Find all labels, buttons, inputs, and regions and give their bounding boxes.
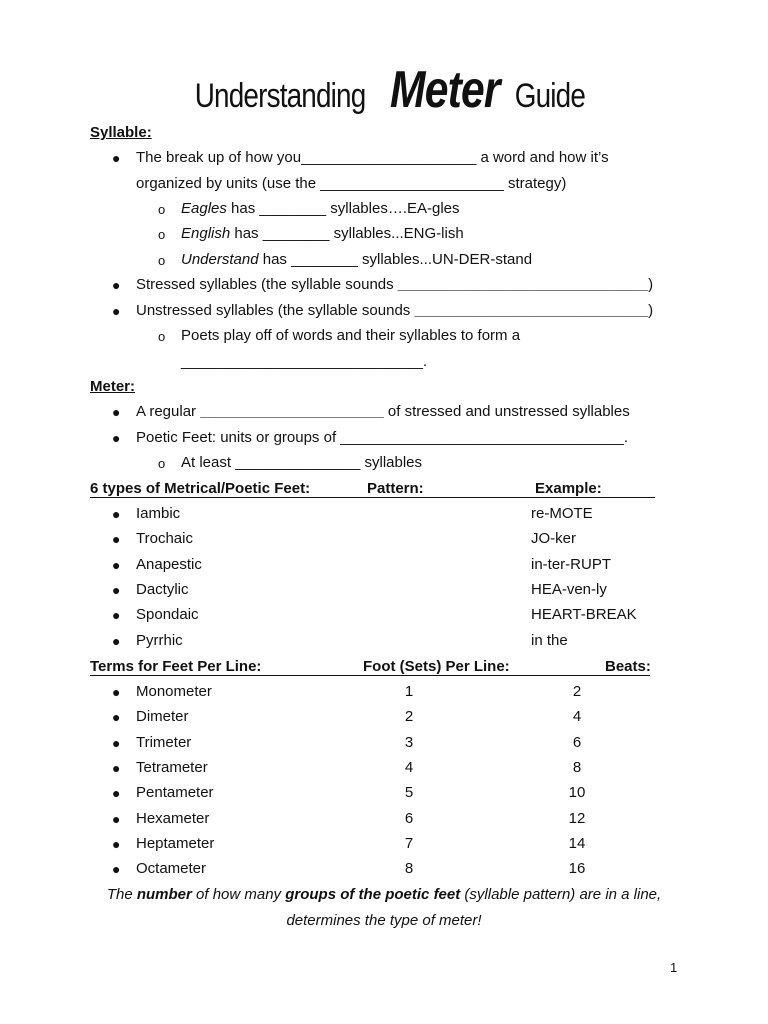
bullet-icon: ● — [112, 785, 121, 801]
sub-understand — [181, 251, 532, 269]
example-heading: Example: — [535, 480, 602, 497]
bullet-icon: ● — [112, 861, 121, 877]
meter-heading: Meter: — [90, 378, 136, 395]
summary-s4: groups of the poetic feet — [285, 886, 461, 903]
bullet-icon: ● — [112, 709, 121, 725]
bullet-icon: ● — [112, 684, 121, 700]
term-feet: 3 — [404, 734, 414, 751]
foot-example: in-ter-RUPT — [531, 556, 612, 573]
syllable-def-line1: The break up of how you_____________________ a word and how it’s — [136, 149, 609, 166]
foot-name: Trochaic — [136, 530, 193, 547]
term-beats: 16 — [568, 860, 586, 877]
term-feet: 5 — [404, 784, 414, 801]
stressed-text: Stressed syllables (the syllable sounds — [136, 276, 398, 293]
stressed-blank: ______________________________ — [397, 276, 649, 293]
term-name: Monometer — [136, 683, 212, 700]
meter-def-blank: ______________________ — [200, 403, 384, 420]
word-understand: Understand — [181, 251, 259, 268]
term-beats: 4 — [572, 708, 582, 725]
title-part1: Understanding — [194, 77, 366, 115]
term-name: Octameter — [136, 860, 207, 877]
meter-def — [136, 403, 630, 421]
summary-line2: determines the type of meter! — [286, 912, 482, 929]
bullet-icon: ● — [112, 506, 121, 522]
bullet-icon: ● — [112, 735, 121, 751]
understand-rest: has ________ syllables...UN-DER-stand — [258, 251, 533, 268]
term-beats: 14 — [568, 835, 586, 852]
summary-s1: The — [106, 886, 137, 903]
term-name: Trimeter — [136, 734, 192, 751]
term-name: Heptameter — [136, 835, 215, 852]
page-title — [0, 60, 768, 120]
bullet-icon: ● — [112, 760, 121, 776]
term-feet: 2 — [404, 708, 414, 725]
meter-def-a: A regular — [136, 403, 201, 420]
pattern-heading: Pattern: — [367, 480, 424, 497]
syllable-heading: Syllable: — [90, 124, 152, 141]
foot-example: JO-ker — [531, 530, 576, 547]
bullet-icon: ● — [112, 150, 121, 166]
stressed-line — [136, 276, 653, 294]
term-beats: 6 — [572, 734, 582, 751]
bullet-icon: ● — [112, 633, 121, 649]
term-name: Hexameter — [136, 810, 210, 827]
foot-name: Spondaic — [136, 606, 199, 623]
foot-sets-heading: Foot (Sets) Per Line: — [363, 658, 510, 675]
foot-example: HEART-BREAK — [531, 606, 637, 623]
terms-heading: Terms for Feet Per Line: — [90, 658, 262, 675]
term-feet: 8 — [404, 860, 414, 877]
summary-s3: of how many — [191, 886, 286, 903]
unstressed-blank: ____________________________ — [414, 302, 649, 319]
foot-example: in the — [531, 632, 568, 649]
english-rest: has ________ syllables...ENG-lish — [230, 225, 464, 242]
bullet-icon: ● — [112, 557, 121, 573]
feet-heading: 6 types of Metrical/Poetic Feet: — [90, 480, 311, 497]
bullet-icon: ● — [112, 607, 121, 623]
eagles-rest: has ________ syllables….EA-gles — [226, 200, 460, 217]
meter-def-c: of stressed and unstressed syllables — [383, 403, 630, 420]
bullet-icon: ● — [112, 811, 121, 827]
unstressed-line — [136, 302, 653, 320]
term-feet: 7 — [404, 835, 414, 852]
bullet-icon: ● — [112, 582, 121, 598]
page-number: 1 — [670, 960, 678, 975]
summary-s5: (syllable pattern) are in a line, — [460, 886, 662, 903]
poets-line1: Poets play off of words and their syllables to form a — [181, 327, 521, 344]
unstressed-text: Unstressed syllables (the syllable sounds — [136, 302, 415, 319]
foot-name: Dactylic — [136, 581, 189, 598]
circle-bullet-icon: o — [158, 202, 166, 217]
sub-english — [181, 225, 464, 243]
circle-bullet-icon: o — [158, 456, 166, 471]
term-feet: 4 — [404, 759, 414, 776]
circle-bullet-icon: o — [158, 227, 166, 242]
title-part3: Guide — [514, 77, 585, 115]
bullet-icon: ● — [112, 404, 121, 420]
term-feet: 6 — [404, 810, 414, 827]
bullet-icon: ● — [112, 836, 121, 852]
term-feet: 1 — [404, 683, 414, 700]
foot-name: Iambic — [136, 505, 181, 522]
sub-eagles — [181, 200, 460, 218]
foot-example: HEA-ven-ly — [531, 581, 607, 598]
title-part2: Meter — [390, 61, 501, 119]
term-beats: 12 — [568, 810, 586, 827]
term-beats: 8 — [572, 759, 582, 776]
foot-example: re-MOTE — [531, 505, 593, 522]
beats-heading: Beats: — [605, 658, 651, 675]
unstressed-close: ) — [648, 302, 654, 319]
syllable-def-line2: organized by units (use the ______________________ strategy) — [136, 175, 567, 192]
poets-line2: _____________________________. — [181, 353, 428, 370]
foot-name: Pyrrhic — [136, 632, 183, 649]
bullet-icon: ● — [112, 531, 121, 547]
word-eagles: Eagles — [181, 200, 227, 217]
circle-bullet-icon: o — [158, 253, 166, 268]
poetic-feet-def: Poetic Feet: units or groups of __________________________________. — [136, 429, 629, 446]
bullet-icon: ● — [112, 277, 121, 293]
foot-name: Anapestic — [136, 556, 202, 573]
at-least-line: At least _______________ syllables — [181, 454, 423, 471]
word-english: English — [181, 225, 231, 242]
summary-s2: number — [136, 886, 192, 903]
term-beats: 2 — [572, 683, 582, 700]
term-name: Pentameter — [136, 784, 214, 801]
term-name: Dimeter — [136, 708, 189, 725]
term-name: Tetrameter — [136, 759, 208, 776]
term-beats: 10 — [568, 784, 586, 801]
bullet-icon: ● — [112, 430, 121, 446]
stressed-close: ) — [648, 276, 654, 293]
summary-line1 — [0, 886, 768, 904]
terms-heading-underline — [90, 675, 650, 676]
circle-bullet-icon: o — [158, 329, 166, 344]
bullet-icon: ● — [112, 303, 121, 319]
feet-heading-underline — [90, 497, 655, 498]
